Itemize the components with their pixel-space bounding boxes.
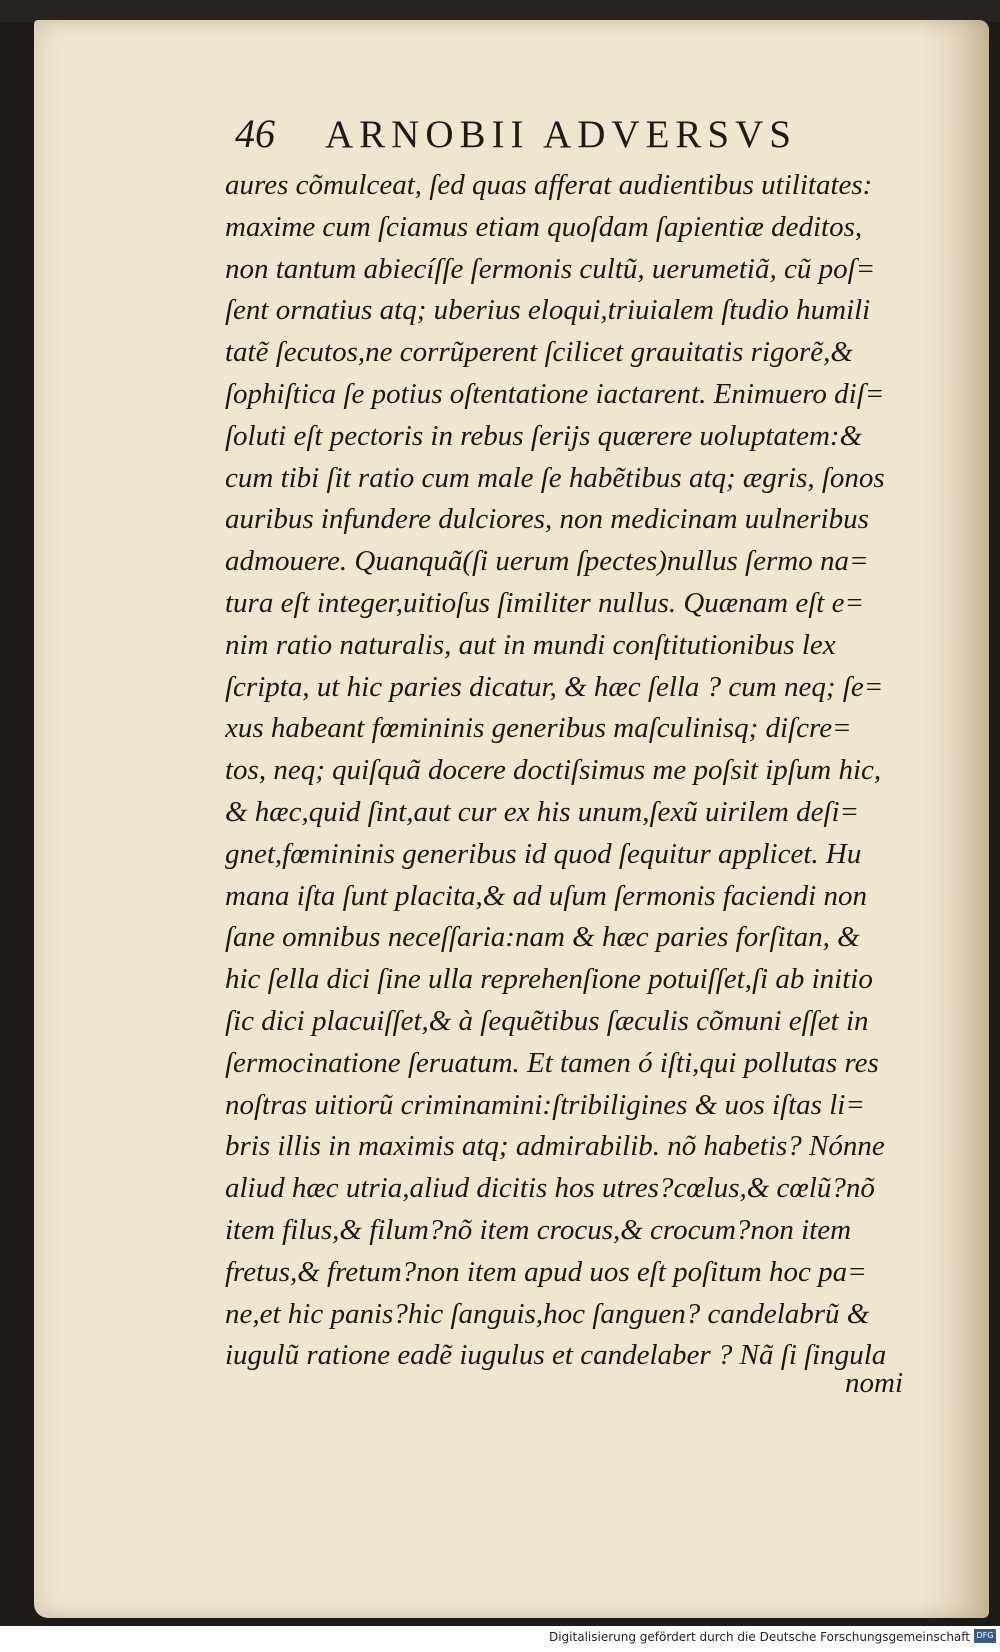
- text-line: auribus infundere dulciores, non medicinam uulneribus: [225, 503, 869, 536]
- running-title: ARNOBII ADVERSVS: [325, 113, 797, 156]
- dfg-logo: DFG: [974, 1629, 996, 1643]
- text-line: ſermocinatione ſeruatum. Et tamen ó iſti,qui pollutas res: [225, 1046, 879, 1079]
- page-number: 46: [235, 111, 275, 156]
- text-line: tos, neq; quiſquã docere doctiſsimus me poſsit ipſum hic,: [225, 754, 882, 787]
- text-line: item filus,& filum?nõ item crocus,& crocum?non item: [225, 1213, 852, 1246]
- body-text: [225, 165, 940, 1377]
- text-line: noſtras uitiorũ criminamini:ſtribiligines & uos iſtas li=: [225, 1088, 865, 1121]
- text-line: bris illis in maximis atq; admirabilib. nõ habetis? Nónne: [225, 1130, 885, 1163]
- text-line: & hæc,quid ſint,aut cur ex his unum,ſexũ uirilem deſi=: [225, 795, 860, 828]
- text-line: hic ſella dici ſine ulla reprehenſione potuiſſet,ſi ab initio: [225, 963, 873, 996]
- text-line: admouere. Quanquã(ſi uerum ſpectes)nullus ſermo na=: [225, 545, 869, 578]
- text-line: mana iſta ſunt placita,& ad uſum ſermonis faciendi non: [225, 879, 867, 912]
- text-line: gnet,fœmininis generibus id quod ſequitur applicet. Hu: [225, 837, 862, 870]
- text-line: nim ratio naturalis, aut in mundi conſtitutionibus lex: [225, 628, 836, 661]
- text-line: aliud hæc utria,aliud dicitis hos utres?cœlus,& cœlũ?nõ: [225, 1172, 875, 1205]
- footer-credit: Digitalisierung gefördert durch die Deutsche Forschungsgemeinschaft: [548, 1630, 970, 1644]
- text-line: non tantum abiecíſſe ſermonis cultũ, uerumetiã, cũ poſ=: [225, 252, 876, 285]
- text-line: ſoluti eſt pectoris in rebus ſerijs quærere uoluptatem:&: [225, 419, 863, 452]
- scan-border: [0, 0, 1000, 22]
- text-line: ne,et hic panis?hic ſanguis,hoc ſanguen? candelabrũ &: [225, 1297, 870, 1330]
- text-line: cum tibi ſit ratio cum male ſe habẽtibus atq; ægris, ſonos: [225, 461, 885, 494]
- text-line: ſane omnibus neceſſaria:nam & hæc paries forſitan, &: [225, 921, 860, 954]
- text-line: iugulũ ratione eadẽ iugulus et candelaber ? Nã ſi ſingula: [225, 1339, 887, 1372]
- text-line: aures cõmulceat, ſed quas afferat audientibus utilitates:: [225, 169, 873, 201]
- text-line: tura eſt integer,uitioſus ſimiliter nullus. Quænam eſt e=: [225, 586, 865, 619]
- text-line: ſophiſtica ſe potius oſtentatione iactarent. Enimuero diſ=: [225, 377, 885, 410]
- catchword: nomi: [845, 1367, 903, 1399]
- text-line: ſcripta, ut hic paries dicatur, & hæc ſella ? cum neq; ſe=: [225, 670, 884, 703]
- text-line: tatẽ ſecutos,ne corrũperent ſcilicet grauitatis rigorẽ,&: [225, 336, 853, 369]
- text-line: fretus,& fretum?non item apud uos eſt poſitum hoc pa=: [225, 1255, 867, 1288]
- page-header: [235, 104, 875, 156]
- text-line: ſent ornatius atq; uberius eloqui,triuialem ſtudio humili: [225, 294, 871, 327]
- text-line: xus habeant fœmininis generibus maſculinisq; diſcre=: [225, 712, 852, 745]
- text-line: ſic dici placuiſſet,& à ſequẽtibus ſæculis cõmuni eſſet in: [225, 1004, 869, 1037]
- text-line: maxime cum ſciamus etiam quoſdam ſapientiæ deditos,: [225, 210, 863, 243]
